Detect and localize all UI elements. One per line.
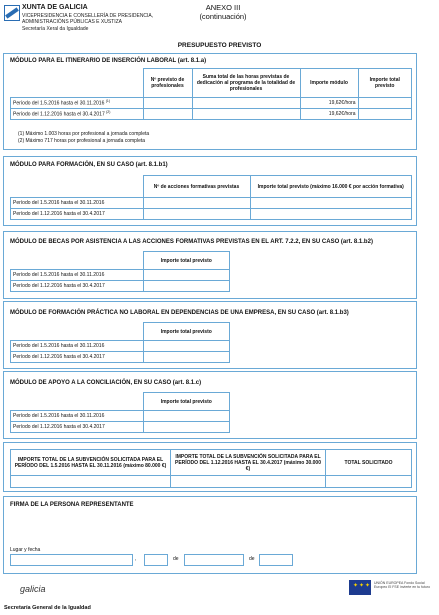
section-title: MÓDULO PARA FORMACIÓN, EN SU CASO (art. 8.1.b1) [10,162,168,168]
col-header: Nº previsto de profesionales [143,69,192,98]
row-label: Período del 1.12.2016 hasta el 30.4.2017 [11,422,144,433]
section-training [3,156,417,226]
conciliation-table [10,392,230,433]
input-cell[interactable] [143,281,230,292]
blank-cell [11,252,144,270]
org-name: XUNTA DE GALICIA [22,4,88,11]
annex-title: ANEXO III [205,3,241,12]
itinerary-table [10,68,412,120]
page-title: PRESUPUESTO PREVISTO [177,42,262,49]
row-label: Período del 1.12.2016 hasta el 30.4.2017 $^{(2)}$ [11,109,144,120]
eu-fund-label: UNIÓN EUROPEA Fondo Social Europeo El FSE invierte en tu futuro [374,581,431,589]
blank-cell [11,176,144,198]
input-cell[interactable] [192,98,300,109]
input-cell[interactable] [143,411,230,422]
input-cell[interactable] [143,341,230,352]
row-label: Período del 1.5.2016 hasta el 30.11.2016 [11,198,144,209]
blank-cell [11,323,144,341]
year-input[interactable] [259,554,293,566]
row-label: Período del 1.5.2016 hasta el 30.11.2016 $^{(1)}$ [11,98,144,109]
row-label: Período del 1.5.2016 hasta el 30.11.2016 [11,411,144,422]
section-conciliation [3,371,417,439]
col-header: Importe módulo [300,69,358,98]
section-grants [3,231,417,299]
de-label: de [249,556,255,562]
input-cell[interactable] [143,270,230,281]
totals-table [10,449,412,488]
galicia-logo-text: galicia [20,584,46,594]
annex-label [188,3,258,21]
footnote-mark: (1) [105,99,111,104]
col-header: Importe total previsto [143,393,230,411]
section-title: MÓDULO PARA EL ITINERARIO DE INSERCIÓN LABORAL (art. 8.1.a) [10,58,207,64]
section-title: MÓDULO DE APOYO A LA CONCILIACIÓN, EN SU CASO (art. 8.1.c) [10,380,202,386]
blank-cell [11,69,144,98]
section-title: MÓDULO DE BECAS POR ASISTENCIA A LAS ACCIONES FORMATIVAS PREVISTAS EN EL ART. 7.2.2, EN SU CASO (art. 8.1.b2) [10,239,373,245]
section-itinerary [3,53,417,150]
row-label: Período del 1.5.2016 hasta el 30.11.2016 [11,270,144,281]
col-header: TOTAL SOLICITADO [326,450,412,476]
input-cell[interactable] [358,98,412,109]
row-label: Período del 1.5.2016 hasta el 30.11.2016 [11,341,144,352]
input-cell[interactable] [250,209,412,220]
section-totals [3,442,417,492]
col-header: Importe total previsto [143,252,230,270]
row-label: Período del 1.12.2016 hasta el 30.4.2017 [11,352,144,363]
total-requested-input[interactable] [326,476,412,488]
input-cell[interactable] [250,198,412,209]
input-cell[interactable] [143,198,250,209]
footer-secretaria: Secretaría General de la Igualdad [4,605,91,611]
total-period2-input[interactable] [171,476,326,488]
galicia-logo [20,584,46,594]
xunta-logo [4,3,154,33]
place-input[interactable] [10,554,133,566]
rate-cell: 19,62€/hora [300,109,358,120]
org-department: VICEPRESIDENCIA E CONSELLERÍA DE PRESIDENCIA, ADMINISTRACIÓNS PÚBLICAS E XUSTIZA [22,13,154,25]
footnote-mark: (2) [106,110,111,115]
section-signature [3,496,417,574]
training-table [10,175,412,220]
section-title: MÓDULO DE FORMACIÓN PRÁCTICA NO LABORAL EN DEPENDENCIAS DE UNA EMPRESA, EN SU CASO (art. 8.1.b3) [10,310,349,316]
col-header: Importe total previsto (máximo 16.000 € por acción formativa) [250,176,412,198]
input-cell[interactable] [358,109,412,120]
row-label: Período del 1.12.2016 hasta el 30.4.2017 [11,209,144,220]
input-cell[interactable] [143,209,250,220]
input-cell[interactable] [192,109,300,120]
de-label: de [173,556,179,562]
col-header: IMPORTE TOTAL DE LA SUBVENCIÓN SOLICITADA PARA EL PERÍODO DEL 1.5.2016 HASTA EL 30.11.2016 (máximo 80.000 €) [11,450,171,476]
org-subdepartment: Secretaría Xeral da Igualdade [22,26,89,32]
section-title: FIRMA DE LA PERSONA REPRESENTANTE [10,502,134,508]
col-header: Importe total previsto [143,323,230,341]
place-date-label: Lugar y fecha [10,547,41,553]
col-header: IMPORTE TOTAL DE LA SUBVENCIÓN SOLICITADA PARA EL PERÍODO DEL 1.12.2016 HASTA EL 30.4.2017 (máximo 30.000 €) [171,450,326,476]
section-practice [3,301,417,369]
annex-subtitle: (continuación) [199,12,247,21]
blank-cell [11,393,144,411]
day-input[interactable] [144,554,168,566]
rate-cell: 19,62€/hora [300,98,358,109]
comma-separator: , [135,556,137,562]
col-header: Nº de acciones formativas previstas [143,176,250,198]
input-cell[interactable] [143,98,192,109]
row-label: Período del 1.12.2016 hasta el 30.4.2017 [11,281,144,292]
footnote: (1) Máximo 1.003 horas por profesional a jornada completa [18,131,150,137]
eu-flag-icon: ✦✦✦ [349,580,371,595]
input-cell[interactable] [143,352,230,363]
xunta-flag-icon [4,5,20,21]
month-input[interactable] [184,554,244,566]
footnote: (2) Máximo 717 horas por profesional a jornada completa [18,138,146,144]
col-header: Importe total previsto [358,69,412,98]
col-header: Suma total de las horas previstas de dedicación al programa de la totalidad de profesionales [192,69,300,98]
input-cell[interactable] [143,109,192,120]
input-cell[interactable] [143,422,230,433]
total-period1-input[interactable] [11,476,171,488]
practice-table [10,322,230,363]
grants-table [10,251,230,292]
